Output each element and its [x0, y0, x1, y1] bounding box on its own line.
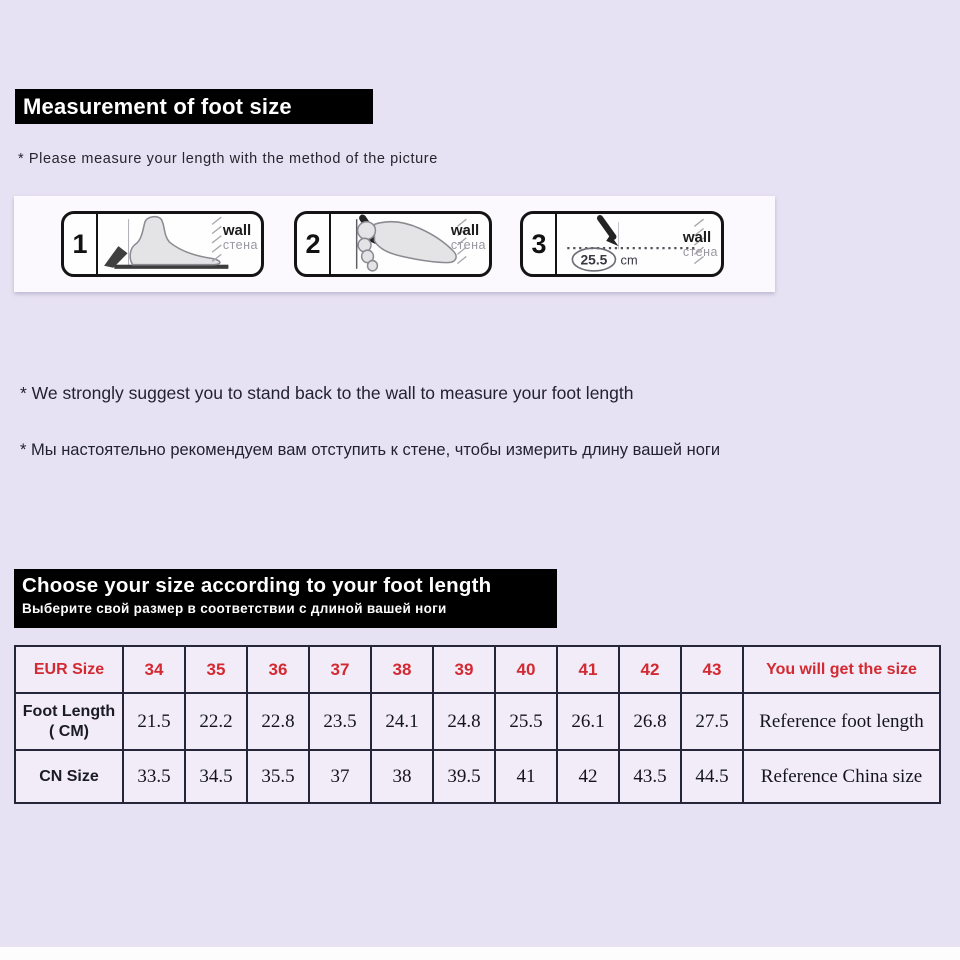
- table-cell: 36: [247, 646, 309, 693]
- table-cell: 39: [433, 646, 495, 693]
- table-cell: 25.5: [495, 693, 557, 750]
- measurement-title-bar: [15, 89, 373, 124]
- bottom-margin: [0, 947, 960, 960]
- table-cell: 27.5: [681, 693, 743, 750]
- table-cell: 34: [123, 646, 185, 693]
- step-2-figure: [294, 211, 492, 277]
- step-1-art: [98, 214, 261, 274]
- step-3-number: 3: [523, 214, 557, 274]
- table-cell: 40: [495, 646, 557, 693]
- step-1-number: 1: [64, 214, 98, 274]
- table-cell: 24.8: [433, 693, 495, 750]
- step-2-art: [331, 214, 489, 274]
- table-cell: 35: [185, 646, 247, 693]
- table-cell: 34.5: [185, 750, 247, 803]
- measure-note: * Please measure your length with the method of the picture: [18, 151, 438, 167]
- table-cell: 42: [619, 646, 681, 693]
- step-1-figure: [61, 211, 264, 277]
- choose-size-subtitle: Выберите свой размер в соответствии с длиной вашей ноги: [22, 601, 447, 616]
- table-cell: 26.1: [557, 693, 619, 750]
- table-cell: 38: [371, 750, 433, 803]
- measurement-title: Measurement of foot size: [23, 94, 292, 119]
- table-cell: 43: [681, 646, 743, 693]
- table-cell: 42: [557, 750, 619, 803]
- wall-hatch-icon: [212, 217, 221, 261]
- table-cell: 23.5: [309, 693, 371, 750]
- table-cell: 21.5: [123, 693, 185, 750]
- table-cell: 33.5: [123, 750, 185, 803]
- choose-size-title: Choose your size according to your foot length: [22, 574, 492, 597]
- table-row-foot-length: [15, 693, 940, 750]
- wall-label: wall стена: [682, 229, 718, 259]
- row-note-eur: You will get the size: [743, 646, 940, 693]
- size-conversion-table: [14, 645, 941, 804]
- pen-icon: [600, 218, 613, 237]
- measure-value: 25.5: [580, 251, 608, 268]
- table-cell: 22.2: [185, 693, 247, 750]
- table-cell: 24.1: [371, 693, 433, 750]
- table-cell: 37: [309, 646, 371, 693]
- table-cell: 41: [557, 646, 619, 693]
- row-note-foot-length: Reference foot length: [743, 693, 940, 750]
- table-cell: 44.5: [681, 750, 743, 803]
- suggestion-ru: * Мы настоятельно рекомендуем вам отступить к стене, чтобы измерить длину вашей ноги: [20, 441, 721, 459]
- step-2-number: 2: [297, 214, 331, 274]
- table-cell: 26.8: [619, 693, 681, 750]
- row-header-eur: EUR Size: [15, 646, 123, 693]
- choose-size-title-bar: [14, 569, 557, 628]
- table-row-cn: [15, 750, 940, 803]
- step-3-art: [557, 214, 721, 274]
- suggestion-en: * We strongly suggest you to stand back to the wall to measure your foot length: [20, 383, 634, 403]
- table-cell: 41: [495, 750, 557, 803]
- wall-label: wall стена: [450, 222, 486, 252]
- row-header-cn: CN Size: [15, 750, 123, 803]
- table-cell: 43.5: [619, 750, 681, 803]
- wall-label: wall стена: [222, 222, 258, 252]
- table-row-eur: [15, 646, 940, 693]
- row-note-cn: Reference China size: [743, 750, 940, 803]
- table-cell: 22.8: [247, 693, 309, 750]
- table-cell: 37: [309, 750, 371, 803]
- instruction-strip: [14, 196, 775, 292]
- row-header-foot-length: Foot Length ( CM): [15, 693, 123, 750]
- table-cell: 39.5: [433, 750, 495, 803]
- table-cell: 38: [371, 646, 433, 693]
- measure-unit: cm: [620, 252, 638, 268]
- table-cell: 35.5: [247, 750, 309, 803]
- step-3-figure: [520, 211, 724, 277]
